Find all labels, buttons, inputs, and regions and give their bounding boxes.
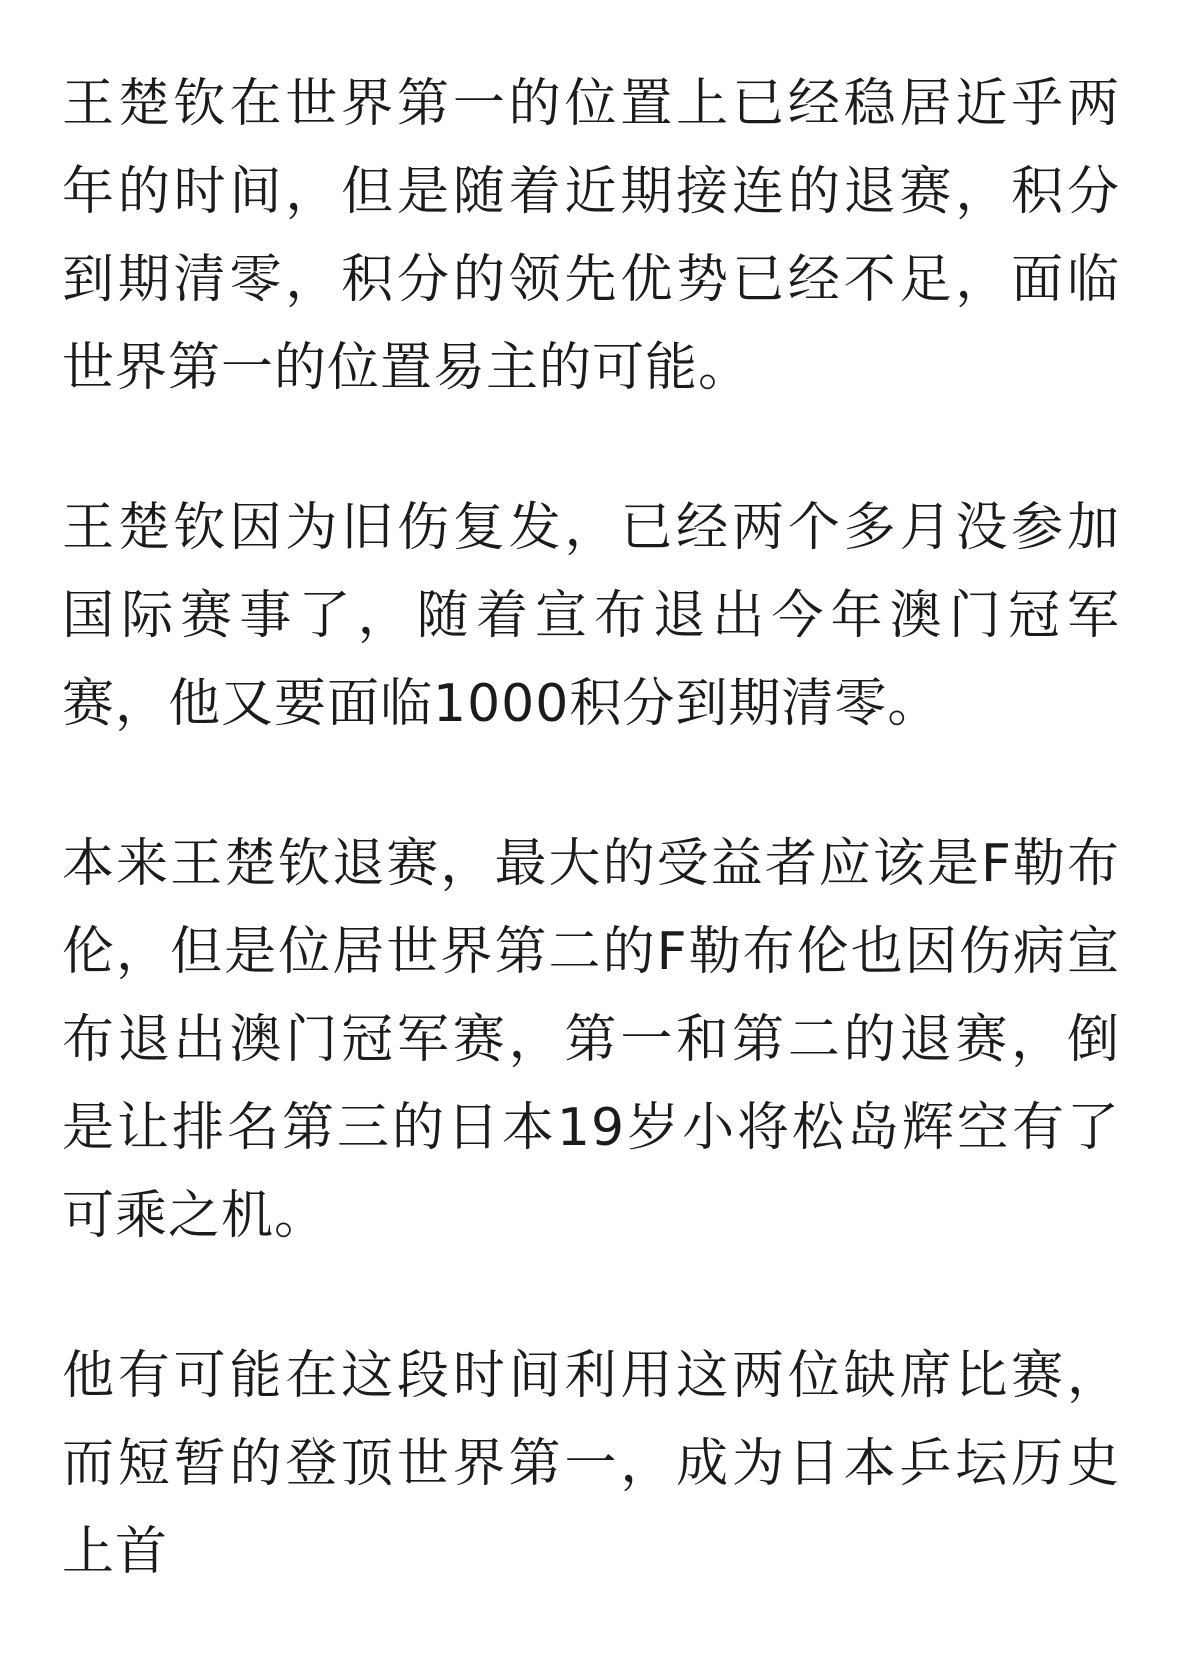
paragraph-3: 本来王楚钦退赛，最大的受益者应该是F勒布伦，但是位居世界第二的F勒布伦也因伤病宣布退出澳门冠军赛，第一和第二的退赛，倒是让排名第三的日本19岁小将松岛辉空有了可乘之机。 [62,834,1120,1246]
paragraph-2: 王楚钦因为旧伤复发，已经两个多月没参加国际赛事了，随着宣布退出今年澳门冠军赛，他又要面临1000积分到期清零。 [62,498,1120,734]
paragraph-4: 他有可能在这段时间利用这两位缺席比赛，而短暂的登顶世界第一，成为日本乒坛历史上首 [62,1346,1120,1582]
paragraph-1: 王楚钦在世界第一的位置上已经稳居近乎两年的时间，但是随着近期接连的退赛，积分到期清零，积分的领先优势已经不足，面临世界第一的位置易主的可能。 [62,74,1120,398]
article-body [62,60,1120,1668]
